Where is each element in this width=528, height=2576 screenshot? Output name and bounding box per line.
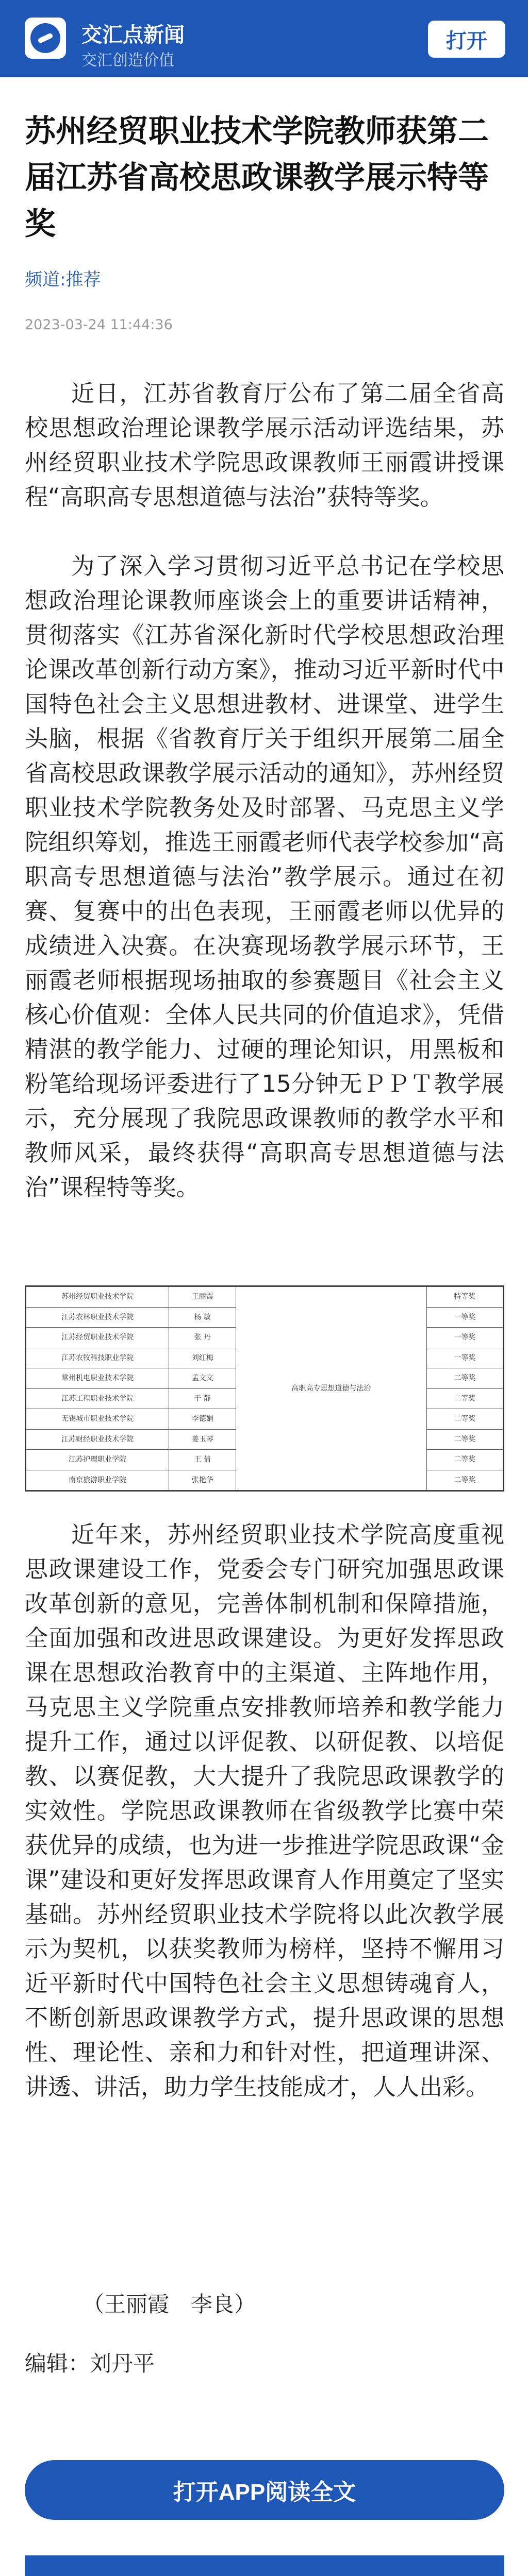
- award-teacher-cell: 李德娟: [169, 1409, 236, 1430]
- app-slogan: 交汇创造价值: [81, 52, 174, 70]
- editor-line: 编辑：刘丹平: [25, 2351, 155, 2376]
- channel-label[interactable]: 频道:推荐: [25, 269, 101, 290]
- award-school-cell: 南京旅游职业学院: [26, 1470, 169, 1490]
- award-teacher-cell: 于 静: [169, 1388, 236, 1409]
- app-top-bar: [0, 0, 528, 77]
- award-school-cell: 江苏经贸职业技术学院: [26, 1328, 169, 1348]
- award-school-cell: 苏州经贸职业技术学院: [26, 1287, 169, 1308]
- award-level-cell: 二等奖: [426, 1470, 503, 1490]
- paragraph-2: 为了深入学习贯彻习近平总书记在学校思想政治理论课教师座谈会上的重要讲话精神，贯彻落实《江苏省深化新时代学校思想政治理论课改革创新行动方案》，推动习近平新时代中国特色社会主义思想进教材、进课堂、进学生头脑，根据《省教育厅关于组织开展第二届全省高校思政课教学展示活动的通知》，苏州经贸职业技术学院教务处及时部署、马克思主义学院组织筹划，推选王丽霞老师代表学校参加“高职高专思想道德与法治”教学展示。通过在初赛、复赛中的出色表现，王丽霞老师以优异的成绩进入决赛。在决赛现场教学展示环节，王丽霞老师根据现场抽取的参赛题目《社会主义核心价值观：全体人民共同的价值追求》，凭借精湛的教学能力、过硬的理论知识，用黑板和粉笔给现场评委进行了15分钟无ＰＰＴ教学展示，充分展现了我院思政课教师的教学水平和教师风采，最终获得“高职高专思想道德与法治”课程特等奖。: [25, 552, 504, 1201]
- paragraph-1: 近日，江苏省教育厅公布了第二届全省高校思想政治理论课教学展示活动评选结果，苏州经贸职业技术学院思政课教师王丽霞讲授课程“高职高专思想道德与法治”获特等奖。: [25, 380, 504, 511]
- award-school-cell: 江苏财经职业技术学院: [26, 1429, 169, 1450]
- article-title: 苏州经贸职业技术学院教师获第二届江苏省高校思政课教学展示特等奖: [25, 113, 489, 242]
- award-level-cell: 二等奖: [426, 1409, 503, 1430]
- award-teacher-cell: 张 丹: [169, 1328, 236, 1348]
- award-level-cell: 二等奖: [426, 1429, 503, 1450]
- app-download-banner[interactable]: [25, 2555, 504, 2576]
- app-logo-icon: [25, 18, 66, 59]
- award-teacher-cell: 孟文文: [169, 1368, 236, 1389]
- award-level-cell: 二等奖: [426, 1450, 503, 1470]
- award-level-cell: 一等奖: [426, 1348, 503, 1368]
- award-level-cell: 二等奖: [426, 1388, 503, 1409]
- award-level-cell: 一等奖: [426, 1328, 503, 1348]
- open-app-read-full-button[interactable]: 打开APP阅读全文: [25, 2460, 504, 2520]
- open-app-button[interactable]: 打开: [428, 21, 505, 58]
- author-line: （王丽霞 李良）: [82, 2292, 256, 2317]
- award-teacher-cell: 姜玉琴: [169, 1429, 236, 1450]
- award-teacher-cell: 王 倩: [169, 1450, 236, 1470]
- award-teacher-cell: 杨 敏: [169, 1307, 236, 1328]
- award-table: [26, 1286, 503, 1490]
- award-school-cell: 江苏农林职业技术学院: [26, 1307, 169, 1328]
- app-name: 交汇点新闻: [81, 23, 185, 47]
- award-school-cell: 江苏护理职业学院: [26, 1450, 169, 1470]
- award-school-cell: 常州机电职业技术学院: [26, 1368, 169, 1389]
- award-school-cell: 无锡城市职业技术学院: [26, 1409, 169, 1430]
- award-list-image: [25, 1285, 504, 1492]
- award-school-cell: 江苏工程职业技术学院: [26, 1388, 169, 1409]
- award-row: [26, 1287, 503, 1308]
- paragraph-3: 近年来，苏州经贸职业技术学院高度重视思政课建设工作，党委会专门研究加强思政课改革创新的意见，完善体制机制和保障措施，全面加强和改进思政课建设。为更好发挥思政课在思想政治教育中的主渠道、主阵地作用，马克思主义学院重点安排教师培养和教学能力提升工作，通过以评促教、以研促教、以培促教、以赛促教，大大提升了我院思政课教学的实效性。学院思政课教师在省级教学比赛中荣获优异的成绩，也为进一步推进学院思政课“金课”建设和更好发挥思政课育人作用奠定了坚实基础。苏州经贸职业技术学院将以此次教学展示为契机，以获奖教师为榜样，坚持不懈用习近平新时代中国特色社会主义思想铸魂育人，不断创新思政课教学方式，提升思政课的思想性、理论性、亲和力和针对性，把道理讲深、讲透、讲活，助力学生技能成才，人人出彩。: [25, 1521, 504, 2100]
- award-teacher-cell: 张艳华: [169, 1470, 236, 1490]
- award-teacher-cell: 刘红梅: [169, 1348, 236, 1368]
- award-school-cell: 江苏农牧科技职业学院: [26, 1348, 169, 1368]
- award-level-cell: 一等奖: [426, 1307, 503, 1328]
- publish-date: 2023-03-24 11:44:36: [25, 317, 173, 333]
- award-level-cell: 二等奖: [426, 1368, 503, 1389]
- award-level-cell: 特等奖: [426, 1287, 503, 1308]
- award-teacher-cell: 王丽霞: [169, 1287, 236, 1308]
- award-course-cell: 高职高专思想道德与法治: [236, 1287, 426, 1490]
